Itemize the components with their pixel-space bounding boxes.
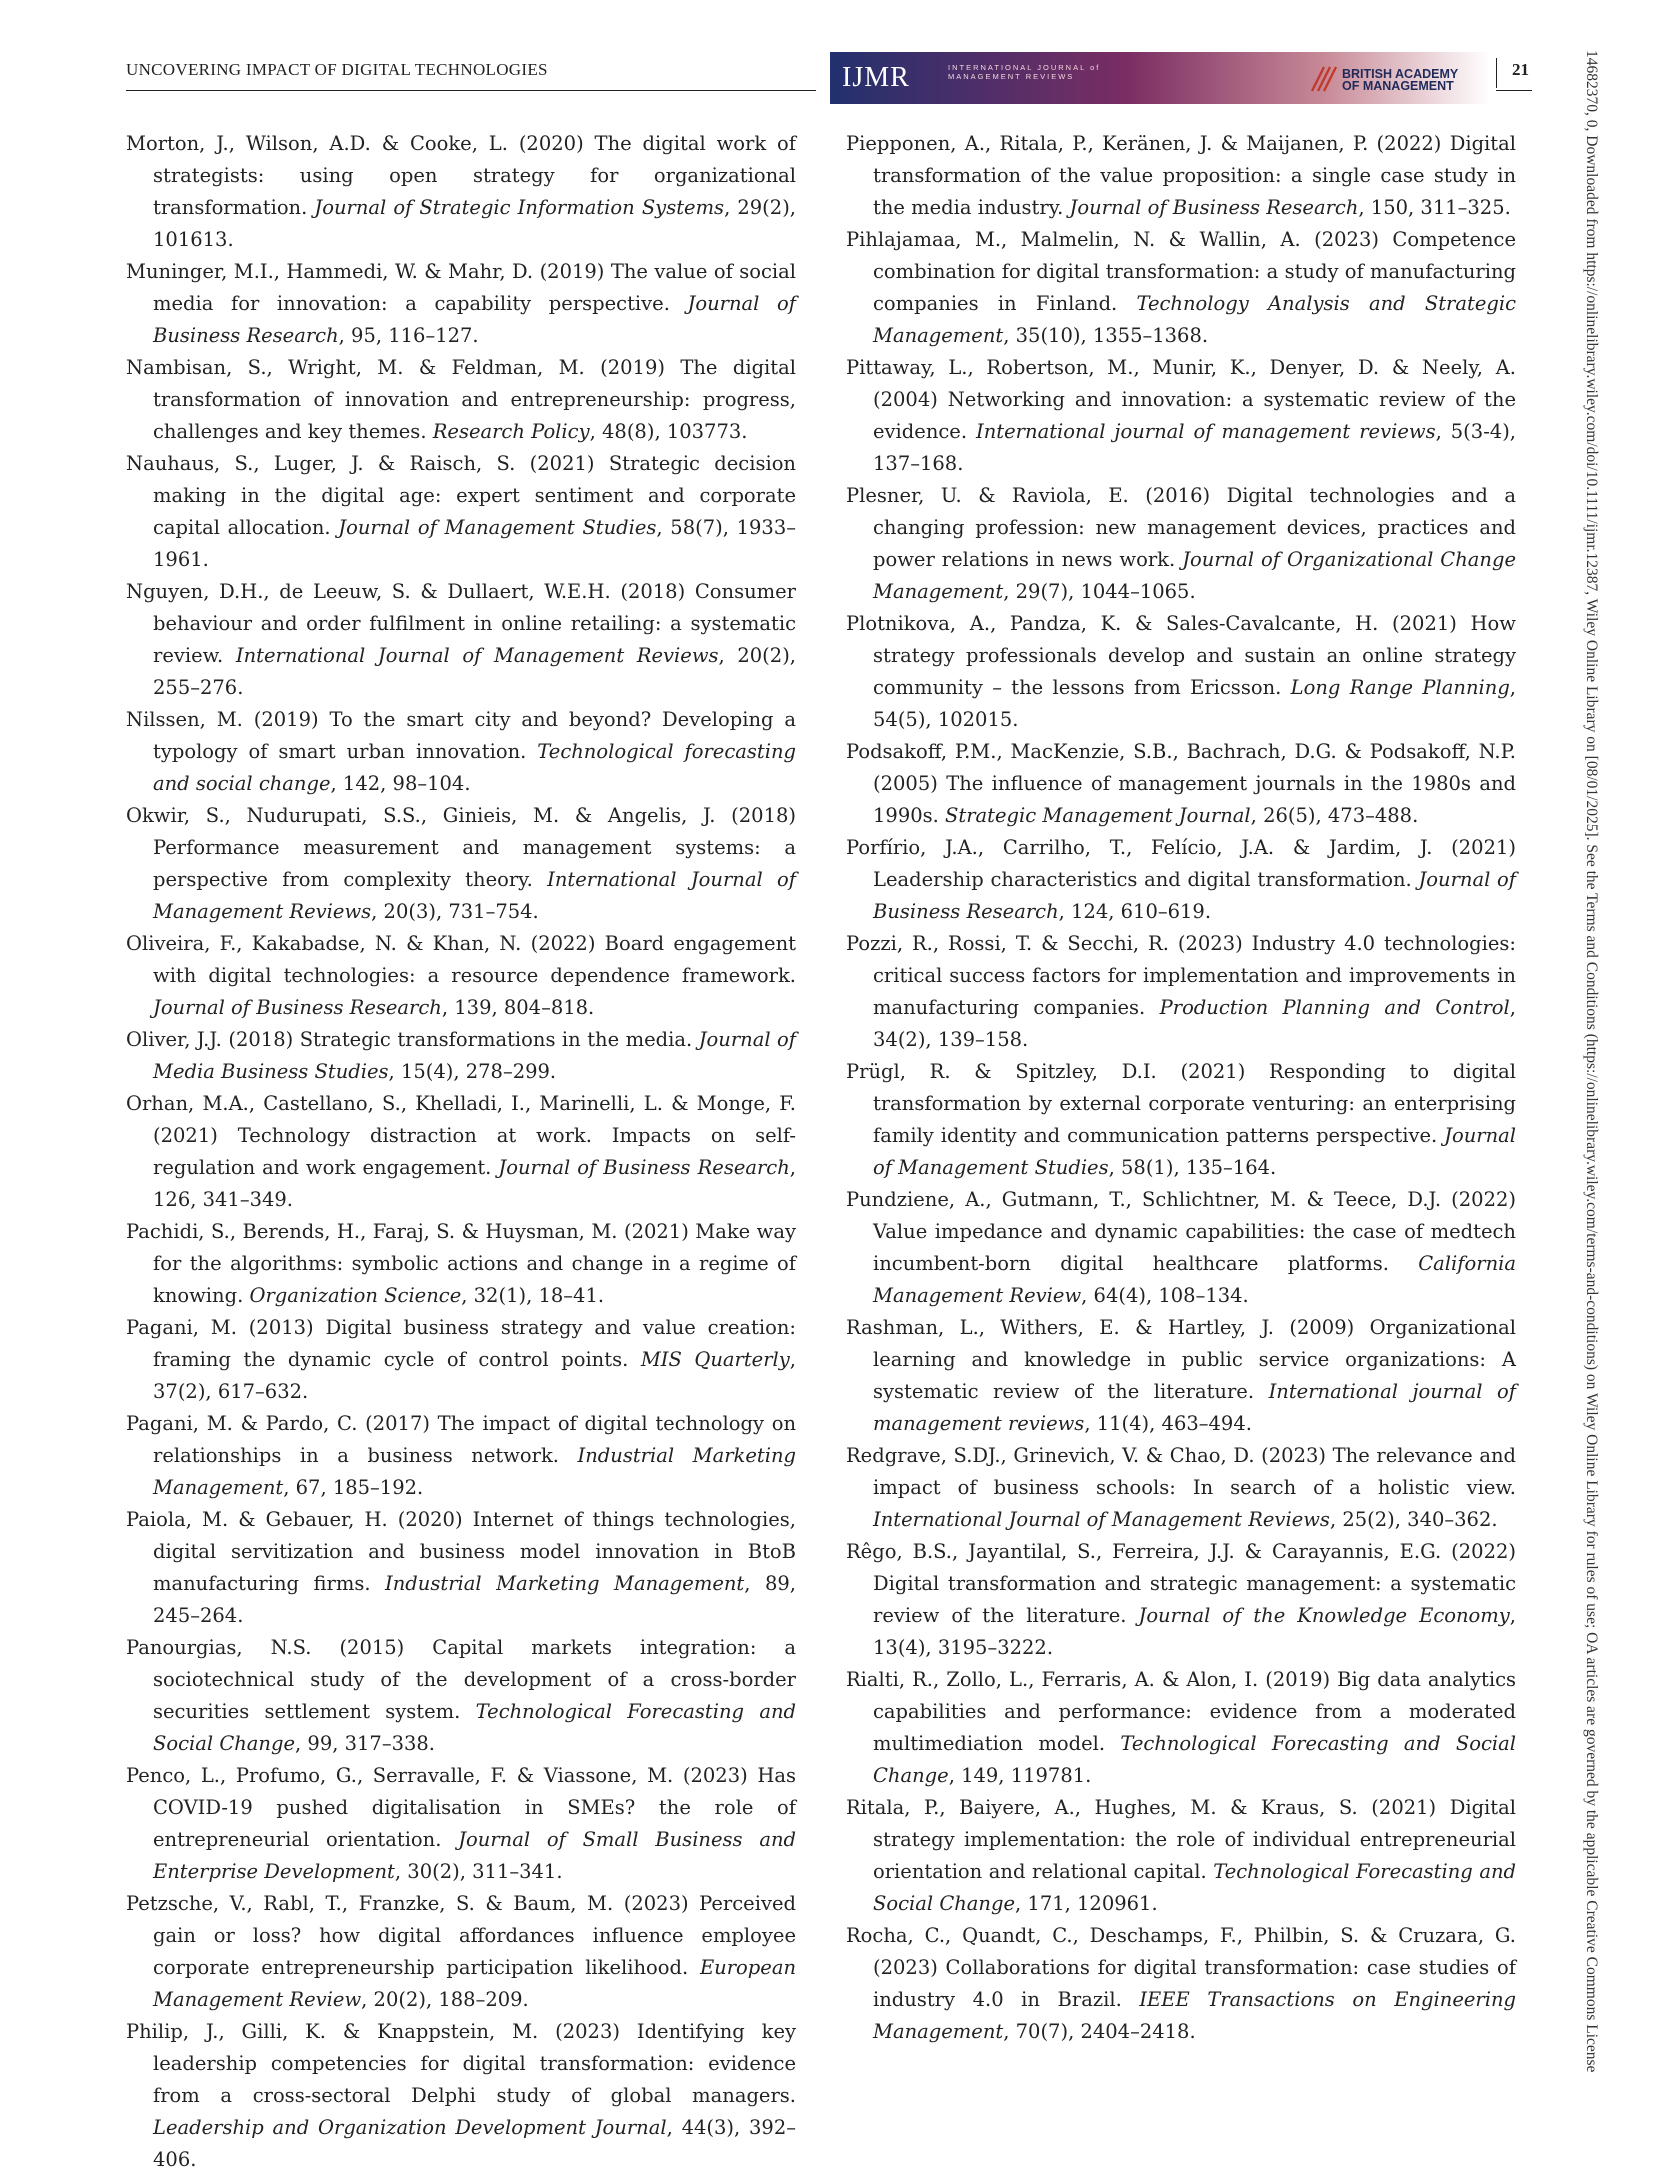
reference-text: Paiola, M. & Gebauer, H. (2020) Internet of things technologies, digital servitization and business model innovation in BtoB manufacturing firms. — [126, 1508, 796, 1595]
reference-details: , 150, 311–325. — [1358, 196, 1511, 219]
reference-entry — [846, 1664, 1516, 1792]
reference-entry — [846, 832, 1516, 928]
reference-text: Plesner, U. & Raviola, E. (2016) Digital technologies and a changing profession: new management devices, practices and power relations in news work. — [846, 484, 1516, 571]
download-notice-text: 14682370, 0, Downloaded from https://onlinelibrary.wiley.com/doi/10.1111/ijmr.12387, Wiley Online Library on [08/01/2025]. See the Terms and Conditions (https://onlinelibrary.wiley.com/terms-and-conditions) on Wiley Online Library for rules of use; OA articles are governed by the applicable Creative Commons License — [1583, 50, 1600, 2073]
reference-entry — [126, 1504, 796, 1632]
reference-entry — [126, 576, 796, 704]
reference-journal: Journal of Business Research — [1069, 196, 1359, 219]
reference-entry — [846, 1184, 1516, 1312]
reference-text: Rocha, C., Quandt, C., Deschamps, F., Philbin, S. & Cruzara, G. (2023) Collaborations for digital transformation: case studies of industry 4.0 in Brazil. — [846, 1924, 1516, 2011]
reference-text: Pozzi, R., Rossi, T. & Secchi, R. (2023) Industry 4.0 technologies: critical success factors for implementation and improvements in manufacturing companies. — [846, 932, 1516, 1019]
reference-entry — [126, 800, 796, 928]
reference-text: Panourgias, N.S. (2015) Capital markets integration: a sociotechnical study of the development of a cross-border securities settlement system. — [126, 1636, 796, 1723]
reference-text: Nguyen, D.H., de Leeuw, S. & Dullaert, W.E.H. (2018) Consumer behaviour and order fulfilment in online retailing: a systematic review. — [126, 580, 796, 667]
reference-text: Porfírio, J.A., Carrilho, T., Felício, J.A. & Jardim, J. (2021) Leadership characteristics and digital transformation. — [846, 836, 1516, 891]
reference-journal: Journal of Business Research — [873, 868, 1517, 923]
reference-details: , 30(2), 311–341. — [394, 1860, 563, 1883]
reference-journal: Journal of the Knowledge Economy — [1138, 1604, 1510, 1627]
reference-journal: Technological Forecasting and Social Change — [873, 1732, 1516, 1787]
reference-journal: MIS Quarterly — [640, 1348, 790, 1371]
reference-journal: European Management Review — [153, 1956, 796, 2011]
reference-details: , 29(7), 1044–1065. — [1003, 580, 1196, 603]
reference-column-left — [126, 128, 796, 2176]
reference-journal: Journal of Media Business Studies — [153, 1028, 797, 1083]
reference-details: , 67, 185–192. — [283, 1476, 424, 1499]
reference-journal: Leadership and Organization Development Journal — [153, 2116, 667, 2139]
reference-text: Muninger, M.I., Hammedi, W. & Mahr, D. (2019) The value of social media for innovation: a capability perspective. — [126, 260, 796, 315]
reference-text: Philip, J., Gilli, K. & Knappstein, M. (2023) Identifying key leadership competencies for digital transformation: evidence from a cross-sectoral Delphi study of global managers. — [126, 2020, 796, 2107]
reference-entry — [846, 1440, 1516, 1536]
reference-details: , 70(7), 2404–2418. — [1003, 2020, 1196, 2043]
reference-details: , 95, 116–127. — [338, 324, 479, 347]
reference-entry — [126, 1312, 796, 1408]
reference-details: , 20(2), 188–209. — [361, 1988, 529, 2011]
reference-journal: International journal of management reviews — [873, 1380, 1517, 1435]
reference-text: Orhan, M.A., Castellano, S., Khelladi, I., Marinelli, L. & Monge, F. (2021) Technology distraction at work. Impacts on self-regulation and work engagement. — [126, 1092, 796, 1179]
header-rule — [126, 90, 816, 91]
reference-details: , 26(5), 473–488. — [1250, 804, 1419, 827]
reference-text: Pihlajamaa, M., Malmelin, N. & Wallin, A. (2023) Competence combination for digital transformation: a study of manufacturing companies in Finland. — [846, 228, 1516, 315]
reference-entry — [846, 1536, 1516, 1664]
reference-entry — [846, 480, 1516, 608]
reference-journal: Organization Science — [249, 1284, 462, 1307]
society-line2: OF MANAGEMENT — [1342, 79, 1454, 93]
reference-journal: Industrial Marketing Management — [385, 1572, 745, 1595]
reference-entry — [126, 448, 796, 576]
reference-details: , 5(3-4), 137–168. — [873, 420, 1516, 475]
journal-banner[interactable] — [830, 52, 1490, 104]
reference-journal: Journal of Management Studies — [338, 516, 657, 539]
reference-entry — [126, 1888, 796, 2016]
ijmr-logo: IJMR — [842, 62, 910, 93]
reference-entry — [846, 224, 1516, 352]
reference-text: Pittaway, L., Robertson, M., Munir, K., Denyer, D. & Neely, A. (2004) Networking and innovation: a systematic review of the evidence. — [846, 356, 1516, 443]
reference-details: , 37(2), 617–632. — [153, 1348, 796, 1403]
reference-text: Redgrave, S.DJ., Grinevich, V. & Chao, D. (2023) The relevance and impact of business schools: In search of a holistic view. — [846, 1444, 1516, 1499]
reference-text: Rêgo, B.S., Jayantilal, S., Ferreira, J.J. & Carayannis, E.G. (2022) Digital transformation and strategic management: a systematic review of the literature. — [846, 1540, 1516, 1627]
reference-journal: Industrial Marketing Management — [153, 1444, 797, 1499]
reference-entry — [126, 1408, 796, 1504]
reference-entry — [126, 256, 796, 352]
reference-journal: IEEE Transactions on Engineering Management — [873, 1988, 1516, 2043]
reference-details: , 20(2), 255–276. — [153, 644, 796, 699]
reference-details: , 99, 317–338. — [295, 1732, 436, 1755]
reference-journal: Technological Forecasting and Social Change — [873, 1860, 1517, 1915]
reference-text: Okwir, S., Nudurupati, S.S., Ginieis, M. & Angelis, J. (2018) Performance measurement and management systems: a perspective from complexity theory. — [126, 804, 796, 891]
reference-journal: Journal of Strategic Information Systems — [314, 196, 725, 219]
reference-text: Pachidi, S., Berends, H., Faraj, S. & Huysman, M. (2021) Make way for the algorithms: symbolic actions and change in a regime of knowing. — [126, 1220, 796, 1307]
bam-stripes-icon — [1308, 65, 1338, 93]
reference-details: , 29(2), 101613. — [153, 196, 797, 251]
reference-entry — [846, 128, 1516, 224]
reference-entry — [846, 1792, 1516, 1920]
reference-text: Rashman, L., Withers, E. & Hartley, J. (2009) Organizational learning and knowledge in public service organizations: A systematic review of the literature. — [846, 1316, 1516, 1403]
reference-entry — [846, 928, 1516, 1056]
reference-text: Pagani, M. (2013) Digital business strategy and value creation: framing the dynamic cycle of control points. — [126, 1316, 796, 1371]
reference-entry — [846, 1920, 1516, 2048]
reference-text: Plotnikova, A., Pandza, K. & Sales-Cavalcante, H. (2021) How strategy professionals develop and sustain an online strategy community – the lessons from Ericsson. — [846, 612, 1516, 699]
reference-details: , 171, 120961. — [1015, 1892, 1158, 1915]
reference-details: , 11(4), 463–494. — [1084, 1412, 1252, 1435]
reference-journal: Journal of Business Research — [153, 292, 796, 347]
reference-text: Prügl, R. & Spitzley, D.I. (2021) Responding to digital transformation by external corporate venturing: an enterprising family identity and communication patterns perspective. — [846, 1060, 1516, 1147]
reference-details: , 142, 98–104. — [330, 772, 471, 795]
reference-details: , 54(5), 102015. — [873, 676, 1516, 731]
reference-text: Morton, J., Wilson, A.D. & Cooke, L. (2020) The digital work of strategists: using open strategy for organizational transformation. — [126, 132, 796, 219]
reference-text: Penco, L., Profumo, G., Serravalle, F. & Viassone, M. (2023) Has COVID-19 pushed digitalisation in SMEs? the role of entrepreneurial orientation. — [126, 1764, 796, 1851]
reference-journal: Journal of Business Research — [153, 996, 442, 1019]
reference-journal: International Journal of Management Reviews — [873, 1508, 1330, 1531]
reference-entry — [126, 1216, 796, 1312]
reference-text: Petzsche, V., Rabl, T., Franzke, S. & Baum, M. (2023) Perceived gain or loss? how digital affordances influence employee corporate entrepreneurship participation likelihood. — [126, 1892, 796, 1979]
reference-details: , 124, 610–619. — [1058, 900, 1212, 923]
reference-entry — [846, 1312, 1516, 1440]
reference-text: Oliveira, F., Kakabadse, N. & Khan, N. (2022) Board engagement with digital technologies: a resource dependence framework. — [126, 932, 796, 987]
reference-details: , 126, 341–349. — [153, 1156, 796, 1211]
reference-details: , 20(3), 731–754. — [371, 900, 539, 923]
reference-details: , 35(10), 1355–1368. — [1003, 324, 1209, 347]
page-number-rule — [1496, 90, 1532, 91]
reference-journal: Technological forecasting and social change — [153, 740, 797, 795]
reference-details: , 58(1), 135–164. — [1108, 1156, 1277, 1179]
society-name — [1342, 68, 1458, 92]
reference-text: Oliver, J.J. (2018) Strategic transformations in the media. — [126, 1028, 699, 1051]
reference-details: , 25(2), 340–362. — [1329, 1508, 1498, 1531]
reference-entry — [126, 704, 796, 800]
reference-entry — [846, 608, 1516, 736]
reference-details: , 15(4), 278–299. — [388, 1060, 557, 1083]
reference-journal: International Journal of Management Reviews — [153, 868, 796, 923]
reference-entry — [846, 1056, 1516, 1184]
reference-details: , 139, 804–818. — [441, 996, 595, 1019]
reference-details: , 13(4), 3195–3222. — [873, 1604, 1516, 1659]
reference-entry — [126, 352, 796, 448]
reference-journal: Technological Forecasting and Social Change — [153, 1700, 796, 1755]
reference-details: , 32(1), 18–41. — [461, 1284, 605, 1307]
reference-journal: Journal of Organizational Change Management — [873, 548, 1516, 603]
reference-entry — [126, 128, 796, 256]
reference-entry — [126, 1024, 796, 1088]
reference-entry — [846, 352, 1516, 480]
reference-column-right — [846, 128, 1516, 2048]
reference-entry — [846, 736, 1516, 832]
reference-details: , 64(4), 108–134. — [1081, 1284, 1249, 1307]
reference-details: , 44(3), 392–406. — [153, 2116, 797, 2171]
reference-journal: Strategic Management Journal — [945, 804, 1251, 827]
reference-details: , 149, 119781. — [948, 1764, 1092, 1787]
reference-details: , 48(8), 103773. — [589, 420, 748, 443]
reference-text: Pagani, M. & Pardo, C. (2017) The impact of digital technology on relationships in a business network. — [126, 1412, 796, 1467]
reference-entry — [126, 1760, 796, 1888]
reference-journal: Journal of Management Studies — [873, 1124, 1516, 1179]
reference-journal: California Management Review — [873, 1252, 1516, 1307]
reference-details: , 34(2), 139–158. — [873, 996, 1516, 1051]
journal-subtitle: INTERNATIONAL JOURNAL of MANAGEMENT REVIEWS — [948, 63, 1101, 81]
reference-text: Rialti, R., Zollo, L., Ferraris, A. & Alon, I. (2019) Big data analytics capabilities and performance: evidence from a moderated multimediation model. — [846, 1668, 1516, 1755]
reference-journal: International Journal of Management Reviews — [235, 644, 719, 667]
reference-text: Podsakoff, P.M., MacKenzie, S.B., Bachrach, D.G. & Podsakoff, N.P. (2005) The influence of management journals in the 1980s and 1990s. — [846, 740, 1516, 827]
reference-entry — [126, 1088, 796, 1216]
reference-text: Piepponen, A., Ritala, P., Keränen, J. & Maijanen, P. (2022) Digital transformation of the value proposition: a single case study in the media industry. — [846, 132, 1516, 219]
page-number: 21 — [1512, 60, 1529, 79]
society-line1: BRITISH ACADEMY — [1342, 67, 1459, 81]
reference-details: , 89, 245–264. — [153, 1572, 796, 1627]
reference-entry — [126, 1632, 796, 1760]
reference-journal: Journal of Business Research — [498, 1156, 790, 1179]
reference-journal: Technology Analysis and Strategic Management — [873, 292, 1516, 347]
reference-text: Ritala, P., Baiyere, A., Hughes, M. & Kraus, S. (2021) Digital strategy implementation: the role of individual entrepreneurial orientation and relational capital. — [846, 1796, 1516, 1883]
reference-details: , 58(7), 1933–1961. — [153, 516, 796, 571]
reference-text: Nambisan, S., Wright, M. & Feldman, M. (2019) The digital transformation of innovation and entrepreneurship: progress, challenges and key themes. — [126, 356, 796, 443]
reference-entry — [126, 2016, 796, 2176]
reference-journal: Journal of Small Business and Enterprise Development — [153, 1828, 796, 1883]
page-number-divider — [1496, 58, 1497, 88]
reference-text: Nilssen, M. (2019) To the smart city and beyond? Developing a typology of smart urban innovation. — [126, 708, 796, 763]
reference-journal: International journal of management reviews — [976, 420, 1436, 443]
running-title: UNCOVERING IMPACT OF DIGITAL TECHNOLOGIES — [126, 60, 548, 79]
reference-journal: Long Range Planning — [1290, 676, 1510, 699]
reference-text: Pundziene, A., Gutmann, T., Schlichtner, M. & Teece, D.J. (2022) Value impedance and dynamic capabilities: the case of medtech incumbent-born digital healthcare platforms. — [846, 1188, 1516, 1275]
reference-journal: Research Policy — [432, 420, 590, 443]
reference-text: Nauhaus, S., Luger, J. & Raisch, S. (2021) Strategic decision making in the digital age: expert sentiment and corporate capital allocation. — [126, 452, 796, 539]
reference-entry — [126, 928, 796, 1024]
reference-journal: Production Planning and Control — [1159, 996, 1510, 1019]
